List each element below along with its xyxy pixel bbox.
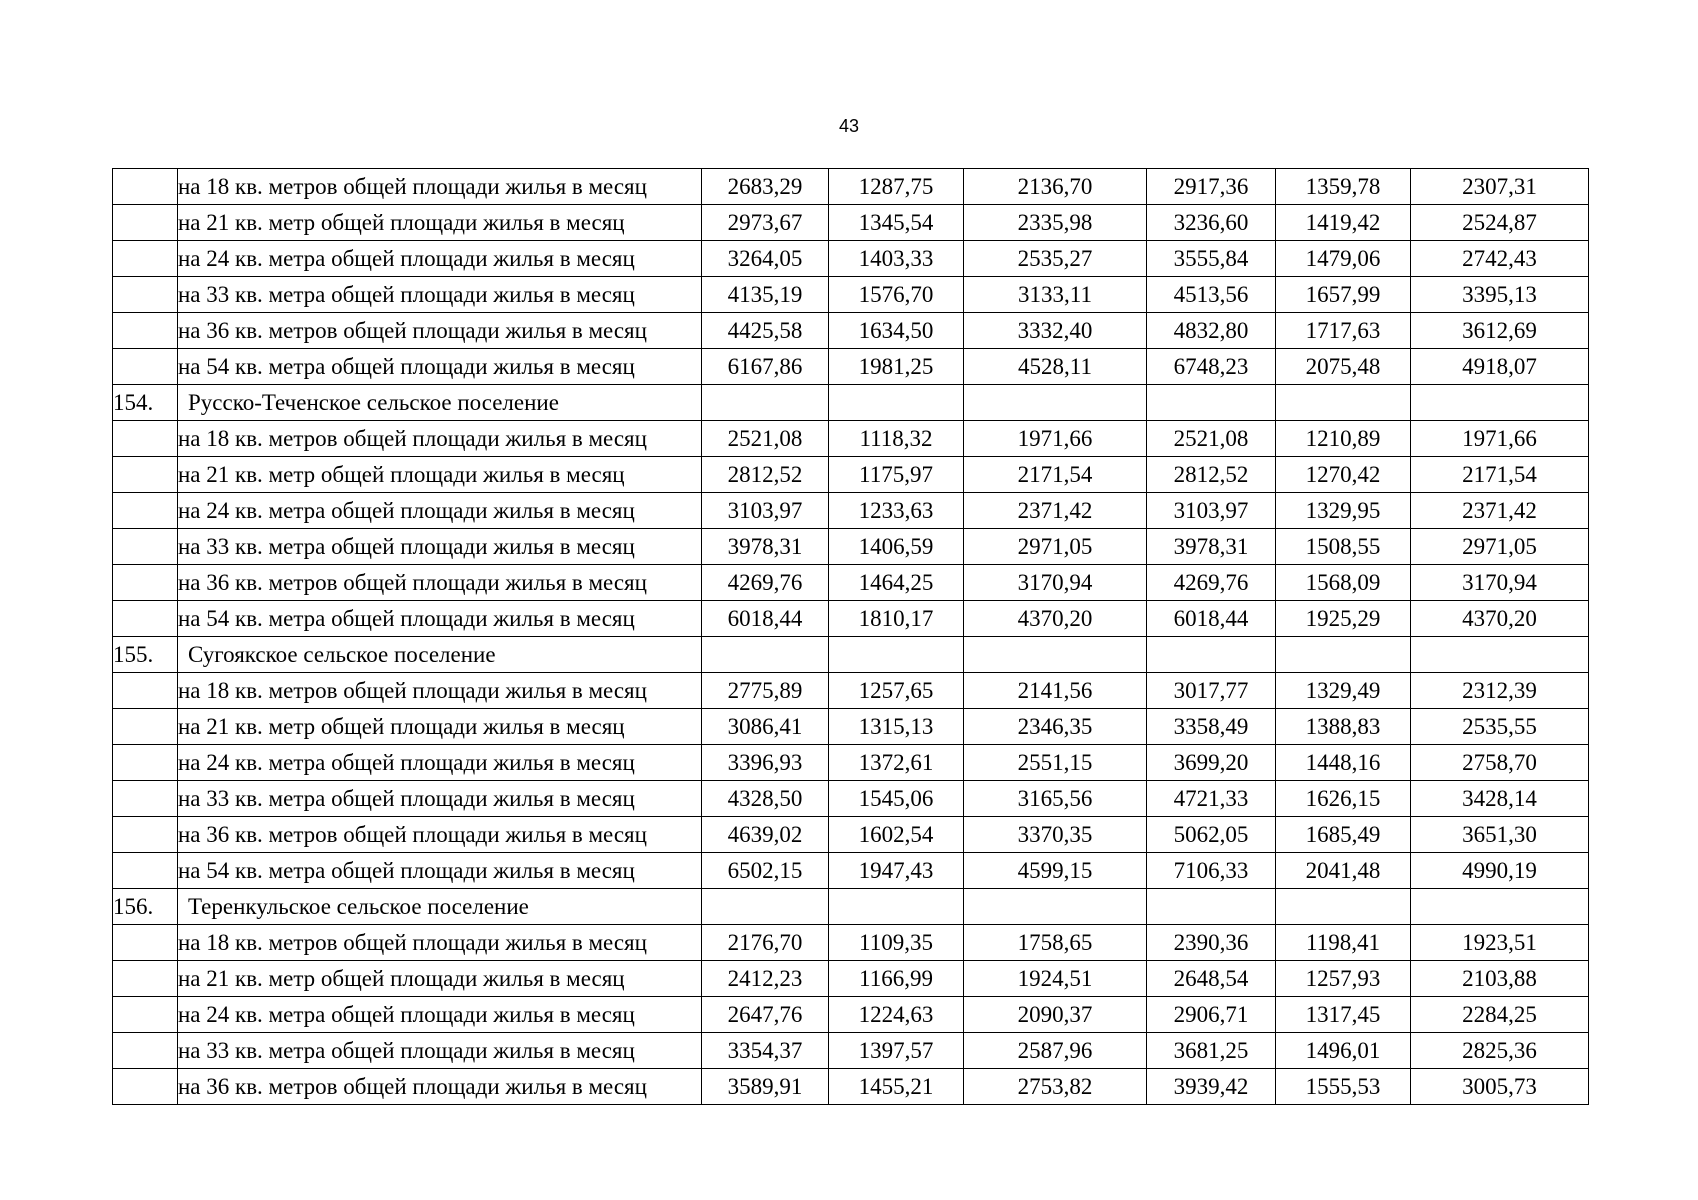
value-cell-col-6: 2971,05: [1411, 529, 1589, 565]
value-cell-col-3: 3332,40: [964, 313, 1147, 349]
value-cell-col-4: 3939,42: [1147, 1069, 1276, 1105]
value-cell-col-4: 2906,71: [1147, 997, 1276, 1033]
value-cell-col-6: 3170,94: [1411, 565, 1589, 601]
table-row: [113, 673, 1589, 709]
value-cell-col-3: 3133,11: [964, 277, 1147, 313]
value-cell-col-4: 3103,97: [1147, 493, 1276, 529]
table-row: [113, 349, 1589, 385]
value-cell-col-3: 2587,96: [964, 1033, 1147, 1069]
value-cell-col-6: 2758,70: [1411, 745, 1589, 781]
value-cell-col-3: 2971,05: [964, 529, 1147, 565]
section-row: [113, 889, 1589, 925]
value-cell-col-3: 3370,35: [964, 817, 1147, 853]
norm-description-cell: на 24 кв. метра общей площади жилья в месяц: [178, 745, 702, 781]
value-cell-col-2: [829, 637, 964, 673]
value-cell-col-2: 1175,97: [829, 457, 964, 493]
value-cell-col-6: [1411, 385, 1589, 421]
table-row: [113, 961, 1589, 997]
value-cell-col-1: 2812,52: [702, 457, 829, 493]
value-cell-col-6: [1411, 637, 1589, 673]
value-cell-col-5: 1329,49: [1276, 673, 1411, 709]
value-cell-col-4: [1147, 637, 1276, 673]
value-cell-col-2: 1403,33: [829, 241, 964, 277]
row-number-cell: [113, 313, 178, 349]
value-cell-col-5: [1276, 637, 1411, 673]
value-cell-col-6: 3651,30: [1411, 817, 1589, 853]
value-cell-col-5: 1717,63: [1276, 313, 1411, 349]
value-cell-col-5: 2041,48: [1276, 853, 1411, 889]
table-row: [113, 601, 1589, 637]
value-cell-col-2: 1109,35: [829, 925, 964, 961]
value-cell-col-4: 2390,36: [1147, 925, 1276, 961]
value-cell-col-6: 2742,43: [1411, 241, 1589, 277]
value-cell-col-4: 3699,20: [1147, 745, 1276, 781]
value-cell-col-2: 1372,61: [829, 745, 964, 781]
value-cell-col-5: 1685,49: [1276, 817, 1411, 853]
norm-description-cell: на 36 кв. метров общей площади жилья в месяц: [178, 565, 702, 601]
value-cell-col-2: 1947,43: [829, 853, 964, 889]
value-cell-col-4: 4721,33: [1147, 781, 1276, 817]
value-cell-col-3: 2371,42: [964, 493, 1147, 529]
row-number-cell: [113, 925, 178, 961]
page-number: 43: [838, 116, 860, 136]
value-cell-col-2: 1810,17: [829, 601, 964, 637]
value-cell-col-1: 3978,31: [702, 529, 829, 565]
value-cell-col-3: 2551,15: [964, 745, 1147, 781]
value-cell-col-6: 2825,36: [1411, 1033, 1589, 1069]
value-cell-col-5: 1496,01: [1276, 1033, 1411, 1069]
value-cell-col-6: 2171,54: [1411, 457, 1589, 493]
value-cell-col-2: 1397,57: [829, 1033, 964, 1069]
norm-description-cell: на 36 кв. метров общей площади жилья в месяц: [178, 313, 702, 349]
value-cell-col-2: 1233,63: [829, 493, 964, 529]
value-cell-col-1: 2775,89: [702, 673, 829, 709]
value-cell-col-6: 2524,87: [1411, 205, 1589, 241]
value-cell-col-4: 2812,52: [1147, 457, 1276, 493]
value-cell-col-6: 3395,13: [1411, 277, 1589, 313]
value-cell-col-5: 1479,06: [1276, 241, 1411, 277]
value-cell-col-5: 1359,78: [1276, 169, 1411, 205]
value-cell-col-1: 4269,76: [702, 565, 829, 601]
table-row: [113, 781, 1589, 817]
row-number-cell: [113, 745, 178, 781]
table-row: [113, 817, 1589, 853]
value-cell-col-2: 1464,25: [829, 565, 964, 601]
value-cell-col-6: [1411, 889, 1589, 925]
value-cell-col-3: [964, 889, 1147, 925]
value-cell-col-2: 1576,70: [829, 277, 964, 313]
value-cell-col-5: 1555,53: [1276, 1069, 1411, 1105]
table-row: [113, 457, 1589, 493]
value-cell-col-2: 1315,13: [829, 709, 964, 745]
table-row: [113, 313, 1589, 349]
row-number-cell: [113, 709, 178, 745]
value-cell-col-3: 2171,54: [964, 457, 1147, 493]
value-cell-col-6: 4990,19: [1411, 853, 1589, 889]
table-row: [113, 169, 1589, 205]
value-cell-col-1: 2176,70: [702, 925, 829, 961]
value-cell-col-6: 1923,51: [1411, 925, 1589, 961]
value-cell-col-1: 2683,29: [702, 169, 829, 205]
value-cell-col-2: 1345,54: [829, 205, 964, 241]
value-cell-col-3: 4370,20: [964, 601, 1147, 637]
section-row: [113, 637, 1589, 673]
norm-description-cell: на 36 кв. метров общей площади жилья в месяц: [178, 817, 702, 853]
table-row: [113, 565, 1589, 601]
norm-description-cell: на 21 кв. метр общей площади жилья в месяц: [178, 205, 702, 241]
table-row: [113, 421, 1589, 457]
value-cell-col-1: 3589,91: [702, 1069, 829, 1105]
value-cell-col-3: 3170,94: [964, 565, 1147, 601]
value-cell-col-3: 2335,98: [964, 205, 1147, 241]
value-cell-col-2: 1545,06: [829, 781, 964, 817]
value-cell-col-1: 4425,58: [702, 313, 829, 349]
value-cell-col-5: 1257,93: [1276, 961, 1411, 997]
settlement-name-cell: Теренкульское сельское поселение: [178, 889, 702, 925]
value-cell-col-2: 1981,25: [829, 349, 964, 385]
value-cell-col-4: 3358,49: [1147, 709, 1276, 745]
value-cell-col-3: 1971,66: [964, 421, 1147, 457]
value-cell-col-4: 3236,60: [1147, 205, 1276, 241]
value-cell-col-6: 3428,14: [1411, 781, 1589, 817]
norm-description-cell: на 33 кв. метра общей площади жилья в месяц: [178, 277, 702, 313]
norm-description-cell: на 54 кв. метра общей площади жилья в месяц: [178, 349, 702, 385]
value-cell-col-6: 2371,42: [1411, 493, 1589, 529]
value-cell-col-3: 2535,27: [964, 241, 1147, 277]
value-cell-col-4: 4513,56: [1147, 277, 1276, 313]
row-number-cell: 156.: [113, 889, 178, 925]
value-cell-col-3: [964, 637, 1147, 673]
table-row: [113, 529, 1589, 565]
value-cell-col-2: [829, 889, 964, 925]
value-cell-col-5: 1317,45: [1276, 997, 1411, 1033]
value-cell-col-4: [1147, 889, 1276, 925]
value-cell-col-2: 1118,32: [829, 421, 964, 457]
tariff-table: [112, 168, 1589, 1105]
norm-description-cell: на 33 кв. метра общей площади жилья в месяц: [178, 529, 702, 565]
row-number-cell: [113, 421, 178, 457]
norm-description-cell: на 54 кв. метра общей площади жилья в месяц: [178, 853, 702, 889]
value-cell-col-3: 3165,56: [964, 781, 1147, 817]
row-number-cell: [113, 817, 178, 853]
table-row: [113, 277, 1589, 313]
row-number-cell: [113, 1033, 178, 1069]
value-cell-col-6: 2535,55: [1411, 709, 1589, 745]
value-cell-col-1: 4135,19: [702, 277, 829, 313]
value-cell-col-4: 3555,84: [1147, 241, 1276, 277]
table-row: [113, 205, 1589, 241]
value-cell-col-5: 1419,42: [1276, 205, 1411, 241]
value-cell-col-6: 1971,66: [1411, 421, 1589, 457]
value-cell-col-4: 5062,05: [1147, 817, 1276, 853]
value-cell-col-3: 2346,35: [964, 709, 1147, 745]
table-row: [113, 241, 1589, 277]
value-cell-col-2: 1287,75: [829, 169, 964, 205]
value-cell-col-4: 6748,23: [1147, 349, 1276, 385]
section-row: [113, 385, 1589, 421]
value-cell-col-1: 2647,76: [702, 997, 829, 1033]
table-row: [113, 1069, 1589, 1105]
value-cell-col-4: 2521,08: [1147, 421, 1276, 457]
table-row: [113, 1033, 1589, 1069]
row-number-cell: [113, 241, 178, 277]
row-number-cell: [113, 781, 178, 817]
table-row: [113, 745, 1589, 781]
table-row: [113, 925, 1589, 961]
row-number-cell: [113, 565, 178, 601]
norm-description-cell: на 24 кв. метра общей площади жилья в месяц: [178, 997, 702, 1033]
value-cell-col-1: 6167,86: [702, 349, 829, 385]
value-cell-col-5: 1626,15: [1276, 781, 1411, 817]
table-row: [113, 853, 1589, 889]
value-cell-col-4: 3017,77: [1147, 673, 1276, 709]
norm-description-cell: на 36 кв. метров общей площади жилья в месяц: [178, 1069, 702, 1105]
value-cell-col-1: [702, 637, 829, 673]
value-cell-col-3: 2090,37: [964, 997, 1147, 1033]
value-cell-col-6: 3005,73: [1411, 1069, 1589, 1105]
value-cell-col-5: 1210,89: [1276, 421, 1411, 457]
value-cell-col-5: 1657,99: [1276, 277, 1411, 313]
row-number-cell: 154.: [113, 385, 178, 421]
value-cell-col-1: 3354,37: [702, 1033, 829, 1069]
row-number-cell: [113, 493, 178, 529]
row-number-cell: [113, 205, 178, 241]
value-cell-col-4: 4269,76: [1147, 565, 1276, 601]
value-cell-col-5: 1448,16: [1276, 745, 1411, 781]
value-cell-col-5: 1925,29: [1276, 601, 1411, 637]
settlement-name-cell: Русско-Теченское сельское поселение: [178, 385, 702, 421]
norm-description-cell: на 54 кв. метра общей площади жилья в месяц: [178, 601, 702, 637]
value-cell-col-6: 2284,25: [1411, 997, 1589, 1033]
value-cell-col-4: 3978,31: [1147, 529, 1276, 565]
value-cell-col-4: 2648,54: [1147, 961, 1276, 997]
value-cell-col-2: 1602,54: [829, 817, 964, 853]
value-cell-col-5: 1198,41: [1276, 925, 1411, 961]
value-cell-col-3: 4599,15: [964, 853, 1147, 889]
table-row: [113, 709, 1589, 745]
value-cell-col-5: 1388,83: [1276, 709, 1411, 745]
value-cell-col-4: 4832,80: [1147, 313, 1276, 349]
value-cell-col-1: 3086,41: [702, 709, 829, 745]
norm-description-cell: на 21 кв. метр общей площади жилья в месяц: [178, 457, 702, 493]
value-cell-col-2: 1166,99: [829, 961, 964, 997]
value-cell-col-5: [1276, 889, 1411, 925]
row-number-cell: [113, 457, 178, 493]
value-cell-col-5: 2075,48: [1276, 349, 1411, 385]
table-row: [113, 493, 1589, 529]
value-cell-col-3: 4528,11: [964, 349, 1147, 385]
norm-description-cell: на 21 кв. метр общей площади жилья в месяц: [178, 709, 702, 745]
value-cell-col-3: 1924,51: [964, 961, 1147, 997]
value-cell-col-5: [1276, 385, 1411, 421]
row-number-cell: [113, 673, 178, 709]
norm-description-cell: на 18 кв. метров общей площади жилья в месяц: [178, 421, 702, 457]
norm-description-cell: на 24 кв. метра общей площади жилья в месяц: [178, 241, 702, 277]
row-number-cell: [113, 961, 178, 997]
row-number-cell: [113, 601, 178, 637]
value-cell-col-3: 1758,65: [964, 925, 1147, 961]
value-cell-col-5: 1508,55: [1276, 529, 1411, 565]
value-cell-col-3: [964, 385, 1147, 421]
norm-description-cell: на 18 кв. метров общей площади жилья в месяц: [178, 925, 702, 961]
row-number-cell: [113, 349, 178, 385]
value-cell-col-2: 1224,63: [829, 997, 964, 1033]
value-cell-col-1: 6018,44: [702, 601, 829, 637]
norm-description-cell: на 24 кв. метра общей площади жилья в месяц: [178, 493, 702, 529]
table-row: [113, 997, 1589, 1033]
settlement-name-cell: Сугоякское сельское поселение: [178, 637, 702, 673]
row-number-cell: 155.: [113, 637, 178, 673]
norm-description-cell: на 33 кв. метра общей площади жилья в месяц: [178, 1033, 702, 1069]
value-cell-col-6: 3612,69: [1411, 313, 1589, 349]
value-cell-col-1: 3396,93: [702, 745, 829, 781]
value-cell-col-1: 6502,15: [702, 853, 829, 889]
norm-description-cell: на 18 кв. метров общей площади жилья в месяц: [178, 673, 702, 709]
value-cell-col-3: 2753,82: [964, 1069, 1147, 1105]
value-cell-col-2: 1634,50: [829, 313, 964, 349]
value-cell-col-3: 2136,70: [964, 169, 1147, 205]
row-number-cell: [113, 997, 178, 1033]
value-cell-col-4: 3681,25: [1147, 1033, 1276, 1069]
value-cell-col-2: 1257,65: [829, 673, 964, 709]
table-body: [113, 169, 1589, 1105]
value-cell-col-5: 1270,42: [1276, 457, 1411, 493]
value-cell-col-1: [702, 385, 829, 421]
value-cell-col-5: 1329,95: [1276, 493, 1411, 529]
value-cell-col-1: 3103,97: [702, 493, 829, 529]
value-cell-col-1: [702, 889, 829, 925]
value-cell-col-4: 2917,36: [1147, 169, 1276, 205]
value-cell-col-1: 2412,23: [702, 961, 829, 997]
value-cell-col-4: 7106,33: [1147, 853, 1276, 889]
value-cell-col-1: 2521,08: [702, 421, 829, 457]
value-cell-col-1: 3264,05: [702, 241, 829, 277]
row-number-cell: [113, 277, 178, 313]
value-cell-col-2: 1406,59: [829, 529, 964, 565]
norm-description-cell: на 21 кв. метр общей площади жилья в месяц: [178, 961, 702, 997]
value-cell-col-4: [1147, 385, 1276, 421]
row-number-cell: [113, 529, 178, 565]
value-cell-col-5: 1568,09: [1276, 565, 1411, 601]
value-cell-col-1: 4639,02: [702, 817, 829, 853]
row-number-cell: [113, 853, 178, 889]
value-cell-col-6: 2103,88: [1411, 961, 1589, 997]
value-cell-col-4: 6018,44: [1147, 601, 1276, 637]
row-number-cell: [113, 1069, 178, 1105]
value-cell-col-2: [829, 385, 964, 421]
value-cell-col-1: 4328,50: [702, 781, 829, 817]
value-cell-col-6: 4918,07: [1411, 349, 1589, 385]
norm-description-cell: на 33 кв. метра общей площади жилья в месяц: [178, 781, 702, 817]
value-cell-col-6: 2312,39: [1411, 673, 1589, 709]
value-cell-col-6: 2307,31: [1411, 169, 1589, 205]
value-cell-col-2: 1455,21: [829, 1069, 964, 1105]
row-number-cell: [113, 169, 178, 205]
value-cell-col-3: 2141,56: [964, 673, 1147, 709]
value-cell-col-1: 2973,67: [702, 205, 829, 241]
value-cell-col-6: 4370,20: [1411, 601, 1589, 637]
norm-description-cell: на 18 кв. метров общей площади жилья в месяц: [178, 169, 702, 205]
